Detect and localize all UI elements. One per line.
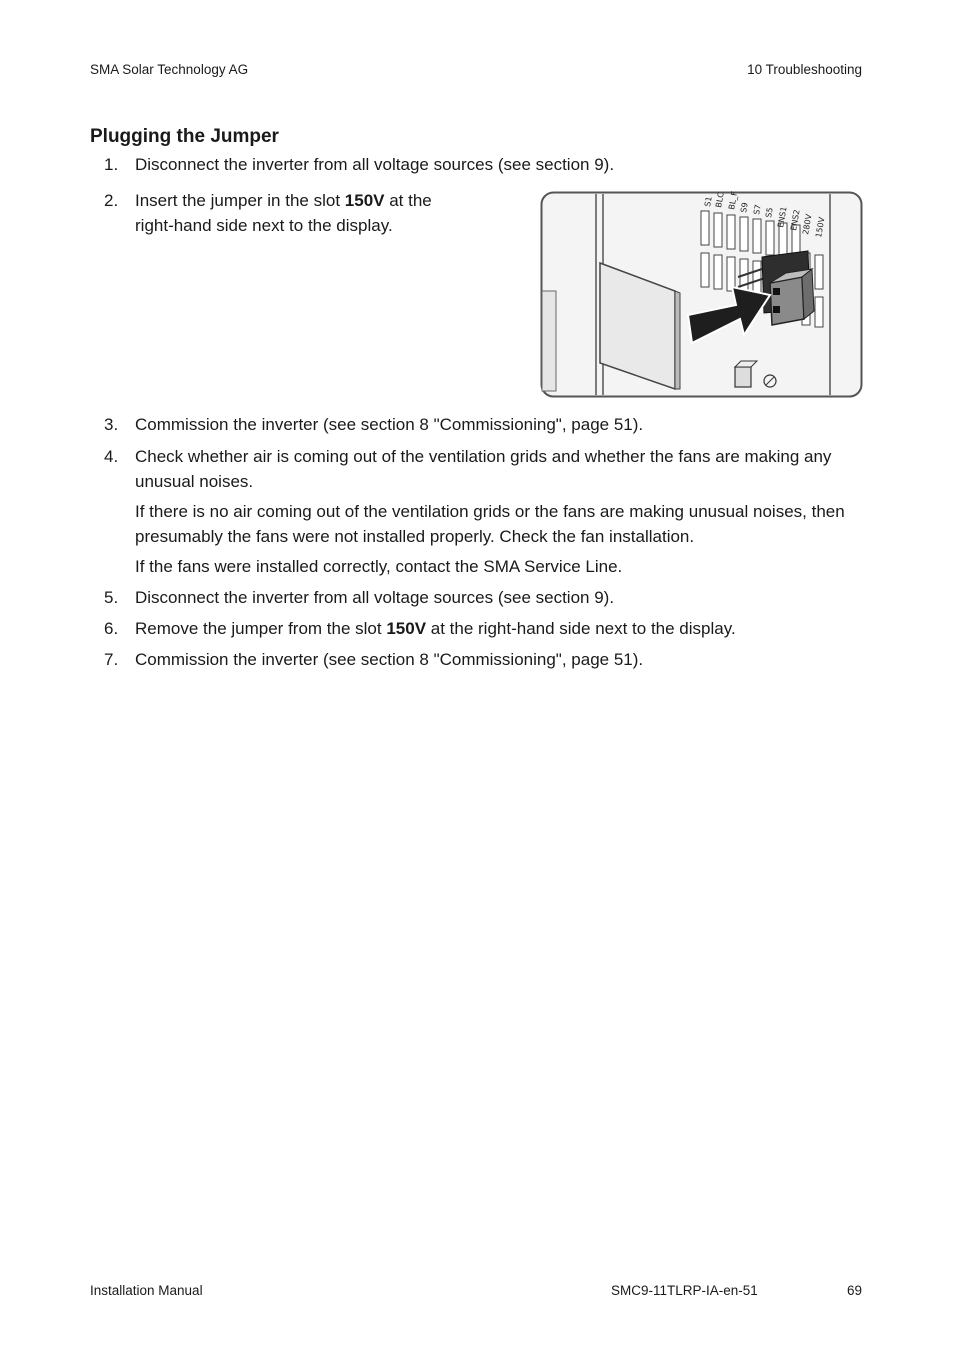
jumper-slot-illustration xyxy=(540,191,863,398)
step-note xyxy=(135,499,863,549)
step-number: 3. xyxy=(104,415,119,434)
step-number: 6. xyxy=(104,619,119,638)
slot-name: 150V xyxy=(344,191,385,210)
step-text: Disconnect the inverter from all voltage sources (see section 9). xyxy=(135,588,615,607)
note-text: If there is no air coming out of the ventilation grids or the fans are making unusual noises, then xyxy=(135,502,845,521)
slot-label: S7 xyxy=(752,203,763,216)
step-text: Disconnect the inverter from all voltage sources (see section 9). xyxy=(135,155,615,174)
page-number: 69 xyxy=(846,1283,862,1298)
slot-label: BL_F xyxy=(727,191,740,211)
step-note xyxy=(135,554,863,579)
note-text: If the fans were installed correctly, contact the SMA Service Line. xyxy=(135,557,623,576)
step-text-part: Check whether air is coming out of the ventilation grids and whether the fans are making any xyxy=(135,447,832,466)
note-text: presumably the fans were not installed properly. Check the fan installation. xyxy=(135,527,695,546)
slot-name: 150V xyxy=(386,619,427,638)
step-text-part: Remove the jumper from the slot xyxy=(135,619,387,638)
footer-doc-type: Installation Manual xyxy=(90,1283,203,1298)
slot-label: S9 xyxy=(739,201,750,214)
step-text-part: Insert the jumper in the slot xyxy=(135,191,345,210)
step-text-part: at the right-hand side next to the display. xyxy=(426,619,736,638)
slot-label: ENS2 xyxy=(789,208,802,232)
slot-label: ENS1 xyxy=(776,205,789,229)
step-text-part: at the xyxy=(384,191,432,210)
slot-label: BLC xyxy=(714,191,726,209)
slot-label: S5 xyxy=(764,206,775,219)
running-header-right: 10 Troubleshooting xyxy=(747,62,862,77)
step-number: 2. xyxy=(104,191,119,210)
step-text-part: unusual noises. xyxy=(135,472,254,491)
step-text xyxy=(135,444,864,494)
footer-doc-code: SMC9-11TLRP-IA-en-51 xyxy=(611,1283,758,1298)
step-number: 1. xyxy=(104,155,119,174)
step-number: 4. xyxy=(104,447,119,466)
slot-label: S1 xyxy=(703,195,714,208)
step-text: Commission the inverter (see section 8 "Commissioning", page 51). xyxy=(135,415,644,434)
step-text xyxy=(135,188,464,238)
slot-label: 150V xyxy=(814,216,827,239)
step-text-part: right-hand side next to the display. xyxy=(135,216,393,235)
step-text xyxy=(135,616,864,641)
slot-label: 280V xyxy=(801,213,814,236)
running-header-left: SMA Solar Technology AG xyxy=(90,62,249,77)
step-text: Commission the inverter (see section 8 "Commissioning", page 51). xyxy=(135,650,644,669)
section-title: Plugging the Jumper xyxy=(90,126,279,147)
step-number: 7. xyxy=(104,650,119,669)
step-number: 5. xyxy=(104,588,119,607)
